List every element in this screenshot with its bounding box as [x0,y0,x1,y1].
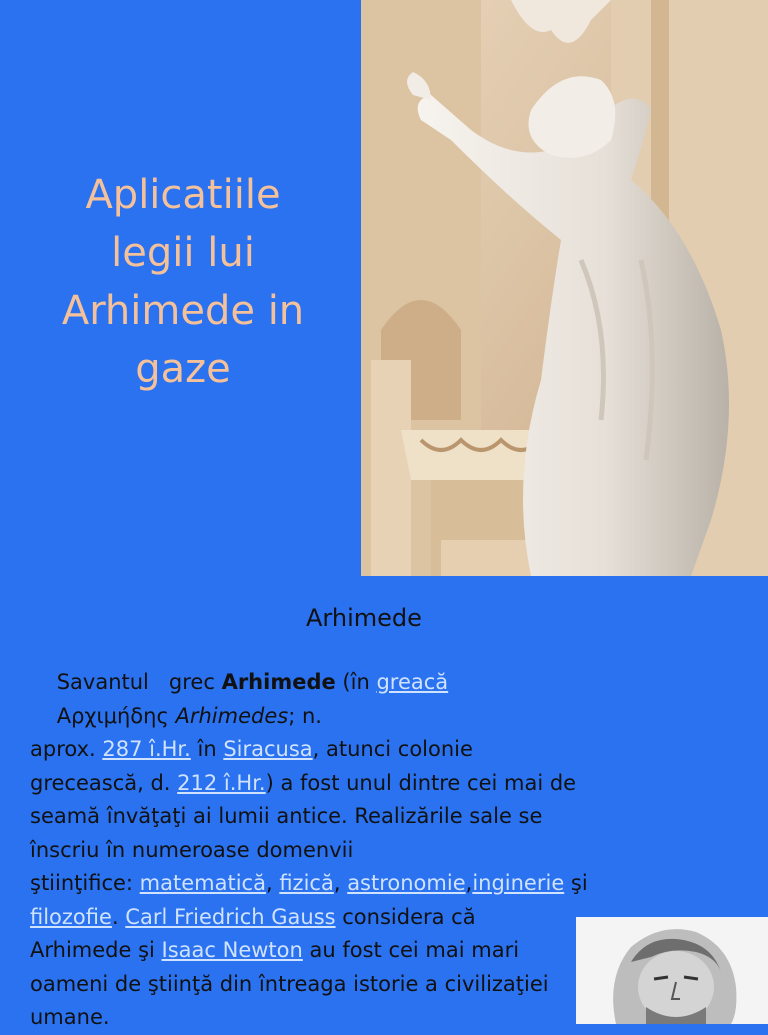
link-fizica[interactable]: fizică [279,871,334,895]
link-newton[interactable]: Isaac Newton [161,938,303,962]
bio-text: ştiinţifice: [30,871,140,895]
bio-line [30,733,730,767]
section-heading: Arhimede [306,604,422,632]
title-line: Arhimede in [61,288,305,334]
link-matematica[interactable]: matematică [139,871,266,895]
bio-text: Savantul [56,670,149,694]
latin-name: Arhimedes [175,703,289,728]
bio-text: grec [168,670,215,694]
title-line: legii lui [111,230,255,276]
link-filozofie[interactable]: filozofie [30,904,112,929]
bio-text: considera că [335,904,476,929]
archimedes-statue-image [361,0,768,576]
bio-line [30,666,730,700]
bio-line: oameni de ştiinţă din întreaga istorie a civilizaţiei [30,971,549,996]
bio-text: (în [335,670,377,694]
archimedes-portrait-image [576,917,768,1024]
bio-text: , [333,871,348,895]
title-line: Aplicatiile [85,172,281,218]
link-siracusa[interactable]: Siracusa [223,737,313,761]
bio-line [30,867,730,901]
bio-text: au fost cei mai mari [302,938,520,962]
bio-text: ; n. [288,703,322,728]
link-212-bc[interactable]: 212 î.Hr. [177,770,266,795]
bold-name: Arhimede [221,670,336,694]
bio-text: grecească, d. [30,770,178,795]
bio-text: ) a fost unul dintre cei mai de [265,770,577,795]
link-287-bc[interactable]: 287 î.Hr. [102,737,191,761]
bio-text: , [265,871,280,895]
slide-title [18,166,348,398]
bio-text: Arhimede şi [30,938,162,962]
link-astronomie[interactable]: astronomie [347,871,466,895]
bio-line [30,700,730,734]
title-line: gaze [135,346,231,392]
link-inginerie[interactable]: inginerie [472,871,565,895]
bio-line: umane. [30,1005,110,1029]
greek-name: Αρχιμήδης [56,703,169,728]
bio-line [30,767,730,801]
bio-text: în [190,737,224,761]
bio-line: seamă învăţaţi ai lumii antice. Realizările sale se [30,804,543,828]
bio-text: aprox. [30,737,103,761]
bio-text: . [111,904,126,929]
bio-line: înscriu în numeroase domenvii [30,837,354,862]
bio-text: , [465,871,473,895]
bio-text: şi [564,871,588,895]
link-greaca[interactable]: greacă [376,670,449,694]
bio-text: , atunci colonie [312,737,473,761]
link-gauss[interactable]: Carl Friedrich Gauss [125,904,336,929]
